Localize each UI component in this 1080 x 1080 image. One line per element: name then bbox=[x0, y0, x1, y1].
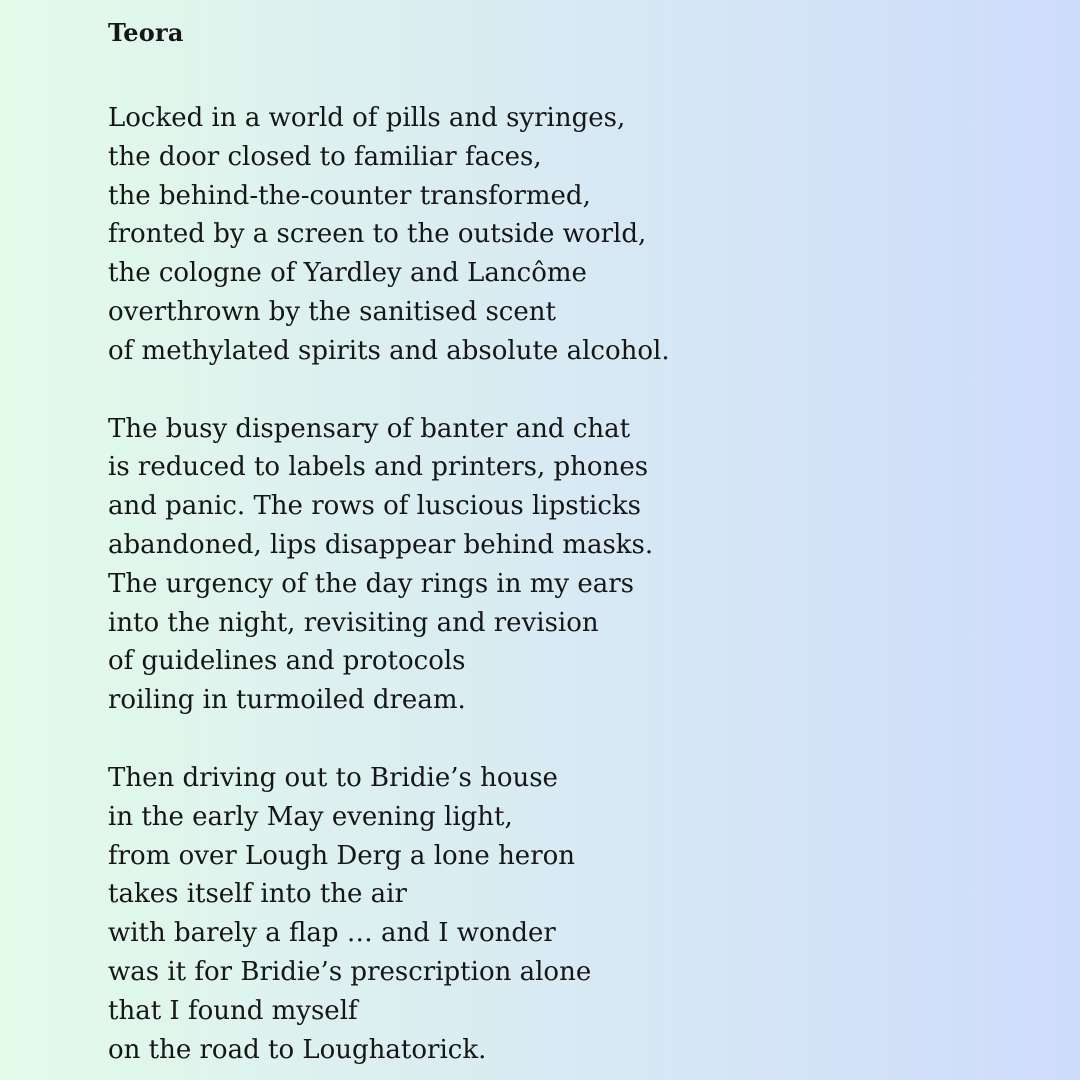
poem-line: with barely a flap … and I wonder bbox=[108, 918, 556, 949]
poem-line: The urgency of the day rings in my ears bbox=[108, 568, 635, 599]
poem-line: roiling in turmoiled dream. bbox=[108, 685, 466, 716]
poem-stanza bbox=[108, 410, 1020, 720]
poem-line: Then driving out to Bridie’s house bbox=[108, 762, 558, 793]
poem-line: in the early May evening light, bbox=[108, 801, 513, 832]
poem-line: the door closed to familiar faces, bbox=[108, 141, 542, 172]
poem-line: is reduced to labels and printers, phones bbox=[108, 452, 649, 483]
poem-line: of guidelines and protocols bbox=[108, 646, 466, 677]
poem-line: the cologne of Yardley and Lancôme bbox=[108, 258, 587, 289]
poem-line: takes itself into the air bbox=[108, 879, 407, 910]
poem-stanza bbox=[108, 759, 1020, 1069]
poem-line: the behind-the-counter transformed, bbox=[108, 180, 591, 211]
poem-line: that I found myself bbox=[108, 995, 358, 1026]
poem-stanza bbox=[108, 99, 1020, 371]
poem-line: into the night, revisiting and revision bbox=[108, 607, 599, 638]
poem-line: abandoned, lips disappear behind masks. bbox=[108, 529, 654, 560]
poem-line: from over Lough Derg a lone heron bbox=[108, 840, 576, 871]
poem-line: was it for Bridie’s prescription alone bbox=[108, 956, 592, 987]
poem-line: The busy dispensary of banter and chat bbox=[108, 413, 631, 444]
poem-title: Teora bbox=[108, 18, 184, 47]
poem-stanzas bbox=[108, 99, 1020, 1069]
poem-line: and panic. The rows of luscious lipsticks bbox=[108, 491, 641, 522]
poem-line: Locked in a world of pills and syringes, bbox=[108, 103, 626, 133]
poem-line: on the road to Loughatorick. bbox=[108, 1034, 487, 1065]
poem-line: fronted by a screen to the outside world, bbox=[108, 219, 647, 250]
poem-line: of methylated spirits and absolute alcohol. bbox=[108, 335, 670, 366]
poem-line: overthrown by the sanitised scent bbox=[108, 296, 556, 327]
